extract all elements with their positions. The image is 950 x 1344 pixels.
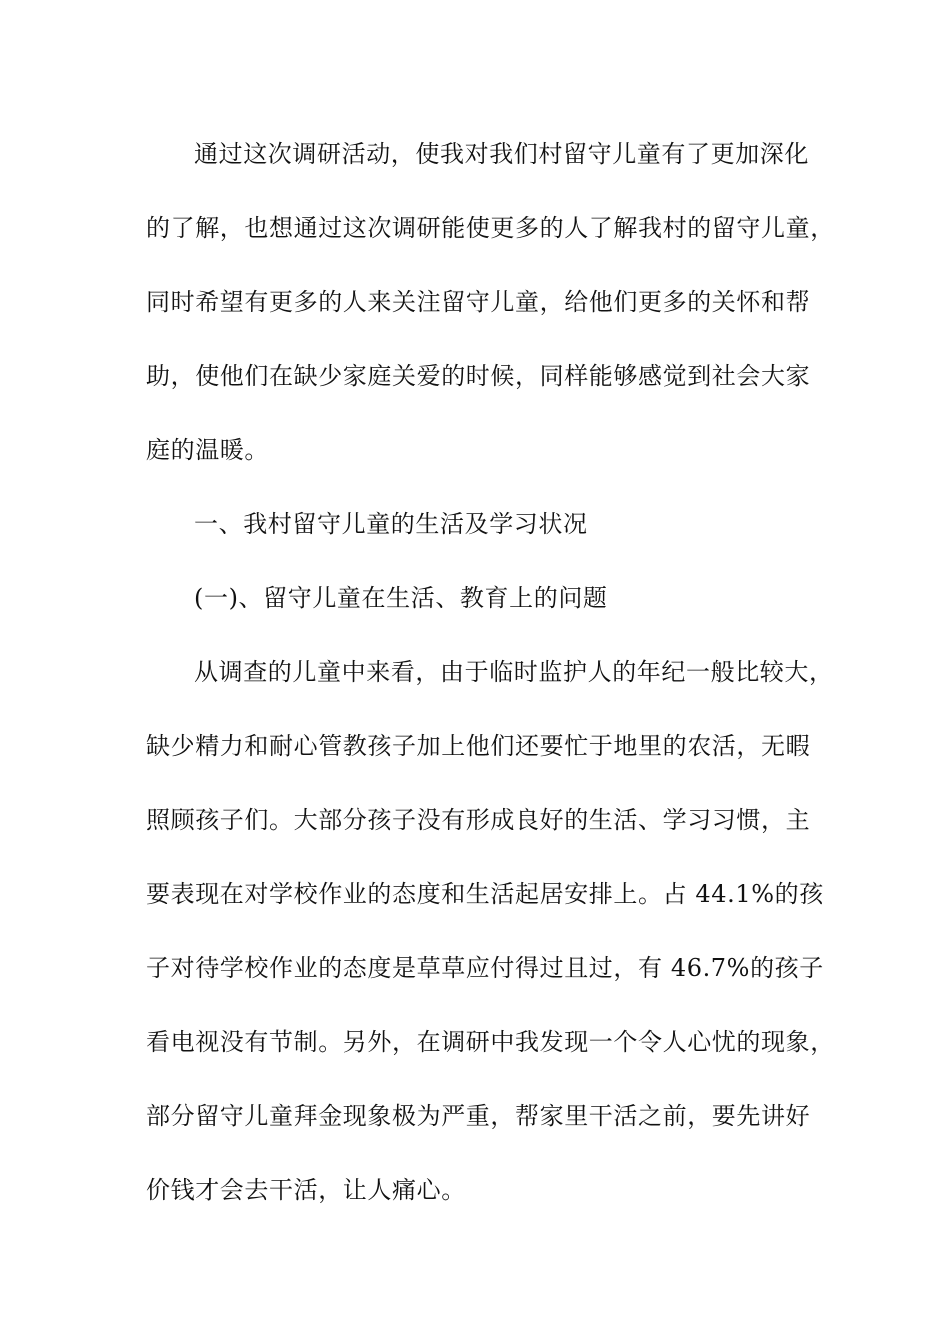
paragraph-1-line-2: 的了解，也想通过这次调研能使更多的人了解我村的留守儿童， [146, 214, 835, 242]
paragraph-1-line-3: 同时希望有更多的人来关注留守儿童，给他们更多的关怀和帮 [146, 288, 811, 316]
paragraph-2-line-4: 要表现在对学校作业的态度和生活起居安排上。占 44.1%的孩 [146, 880, 824, 908]
paragraph-1-line-5: 庭的温暖。 [146, 436, 269, 464]
paragraph-1-line-1: 通过这次调研活动，使我对我们村留守儿童有了更加深化 [194, 140, 809, 168]
paragraph-2-line-2: 缺少精力和耐心管教孩子加上他们还要忙于地里的农活，无暇 [146, 732, 811, 760]
paragraph-2-line-7: 部分留守儿童拜金现象极为严重，帮家里干活之前，要先讲好 [146, 1102, 811, 1130]
paragraph-2-line-3: 照顾孩子们。大部分孩子没有形成良好的生活、学习习惯，主 [146, 806, 811, 834]
section-heading: 一、我村留守儿童的生活及学习状况 [194, 510, 588, 538]
paragraph-2-line-1: 从调查的儿童中来看，由于临时监护人的年纪一般比较大， [194, 658, 834, 686]
subsection-heading: (一)、留守儿童在生活、教育上的问题 [194, 584, 608, 612]
paragraph-2-line-5: 子对待学校作业的态度是草草应付得过且过，有 46.7%的孩子 [146, 954, 824, 982]
paragraph-2-line-6: 看电视没有节制。另外，在调研中我发现一个令人心忧的现象， [146, 1028, 835, 1056]
paragraph-2-line-8: 价钱才会去干活，让人痛心。 [146, 1176, 466, 1204]
paragraph-1-line-4: 助，使他们在缺少家庭关爱的时候，同样能够感觉到社会大家 [146, 362, 811, 390]
